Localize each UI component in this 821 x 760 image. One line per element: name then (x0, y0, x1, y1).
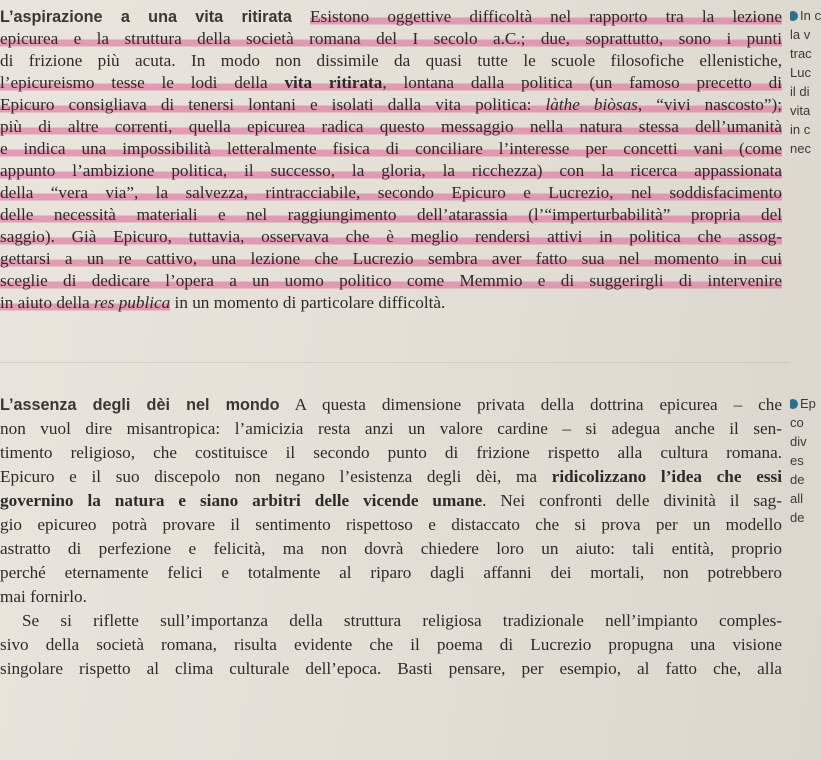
section2-heading: L’assenza degli dèi nel mondo (0, 396, 280, 414)
section1-line-10: delle necessità materiali e nel raggiungimento dell’atarassia (l’“imperturbabilità” propria del (0, 205, 782, 224)
section2-line-6: gio epicureo potrà provare il sentimento rispettoso e distaccato che si prova per un modello (0, 515, 782, 534)
bullet-icon (790, 399, 798, 409)
sidebar-bottom: Ep co div es de all de (790, 396, 816, 525)
key-phrase-ridicolizzano: ridicolizzano l’idea che essi (551, 467, 782, 486)
section-separator (0, 362, 790, 363)
section2-line-8: perché eternamente felici e totalmente al riparo dagli affanni dei mortali, non potrebbero (0, 563, 782, 582)
section1-line-5: Epicuro consigliava di tenersi lontani e isolati dalla vita politica: làthe biòsas, “vivi nascosto”); (0, 95, 782, 114)
section2-line-9: mai fornirlo. (0, 587, 87, 606)
section1-line-1: L’aspirazione a una vita ritirata Esistono oggettive difficoltà nel rapporto tra la lezione (0, 7, 782, 26)
section1-line-4: l’epicureismo tesse le lodi della vita ritirata, lontana dalla politica (un famoso precetto di (0, 73, 782, 92)
section3-line-1: Se si riflette sull’importanza della struttura religiosa tradizionale nell’impianto comples- (22, 611, 782, 630)
section3-line-2: sivo della società romana, risulta evidente che il poema di Lucrezio propugna una visione (0, 635, 782, 654)
section1-line-9: della “vera via”, la salvezza, rintracciabile, secondo Epicuro e Lucrezio, nel soddisfacimento (0, 183, 782, 202)
section2-line-2: non vuol dire misantropica: l’amicizia resta anzi un valore cardine – si adegua anche il sen- (0, 419, 782, 438)
section1-heading: L’aspirazione a una vita ritirata (0, 8, 292, 26)
section1-line-11: saggio). Già Epicuro, tuttavia, osservava che è meglio rendersi attivi in politica che assog- (0, 227, 782, 246)
section1-line-13: sceglie di dedicare l’opera a un uomo politico come Memmio e di suggerirgli di intervenire (0, 271, 782, 290)
section2-line-5: governino la natura e siano arbitri delle vicende umane. Nei confronti delle divinità il sag- (0, 491, 782, 510)
section1-line-3: di frizione più acuta. In modo non dissimile da quasi tutte le scuole filosofiche ellenistiche, (0, 51, 782, 70)
bullet-icon (790, 11, 798, 21)
section2-line-7: astratto di perfezione e felicità, ma non dovrà chiedere loro un aiuto: tali entità, proprio (0, 539, 782, 558)
section1-line-2: epicurea e la struttura della società romana del I secolo a.C.; due, soprattutto, sono i punti (0, 29, 782, 48)
key-phrase-governino: governino la natura e siano arbitri delle vicende umane (0, 491, 483, 510)
section1-line-6: più di altre correnti, quella epicurea radica questo messaggio nella natura stessa dell’umanità (0, 117, 782, 136)
section1-line-7: e indica una impossibilità letteralmente fisica di conciliare l’interesse per concetti vani (come (0, 139, 782, 158)
section1-line-12: gettarsi a un re cattivo, una lezione che Lucrezio sembra aver fatto sua nel momento in cui (0, 249, 782, 268)
section1-line-8: appunto l’ambizione politica, il successo, la gloria, la ricchezza) con la ricerca appassionata (0, 161, 782, 180)
section2-line-4: Epicuro e il suo discepolo non negano l’esistenza degli dèi, ma ridicolizzano l’idea che essi (0, 467, 782, 486)
section2-line-1: L’assenza degli dèi nel mondo A questa dimensione privata della dottrina epicurea – che (0, 395, 782, 414)
section1-line-14: in aiuto della res publica in un momento di particolare difficoltà. (0, 293, 446, 312)
section2-line-3: timento religioso, che costituisce il secondo punto di frizione rispetto alla cultura romana. (0, 443, 782, 462)
latin-term: res publica (94, 293, 171, 312)
section3-line-3: singolare rispetto al clima culturale dell’epoca. Basti pensare, per esempio, al fatto che, alla (0, 659, 782, 678)
key-term-vita-ritirata: vita ritirata (284, 73, 383, 92)
sidebar-top: In c la v trac Luc il di vita in c nec (790, 8, 821, 156)
greek-term: làthe biòsas (545, 95, 638, 114)
